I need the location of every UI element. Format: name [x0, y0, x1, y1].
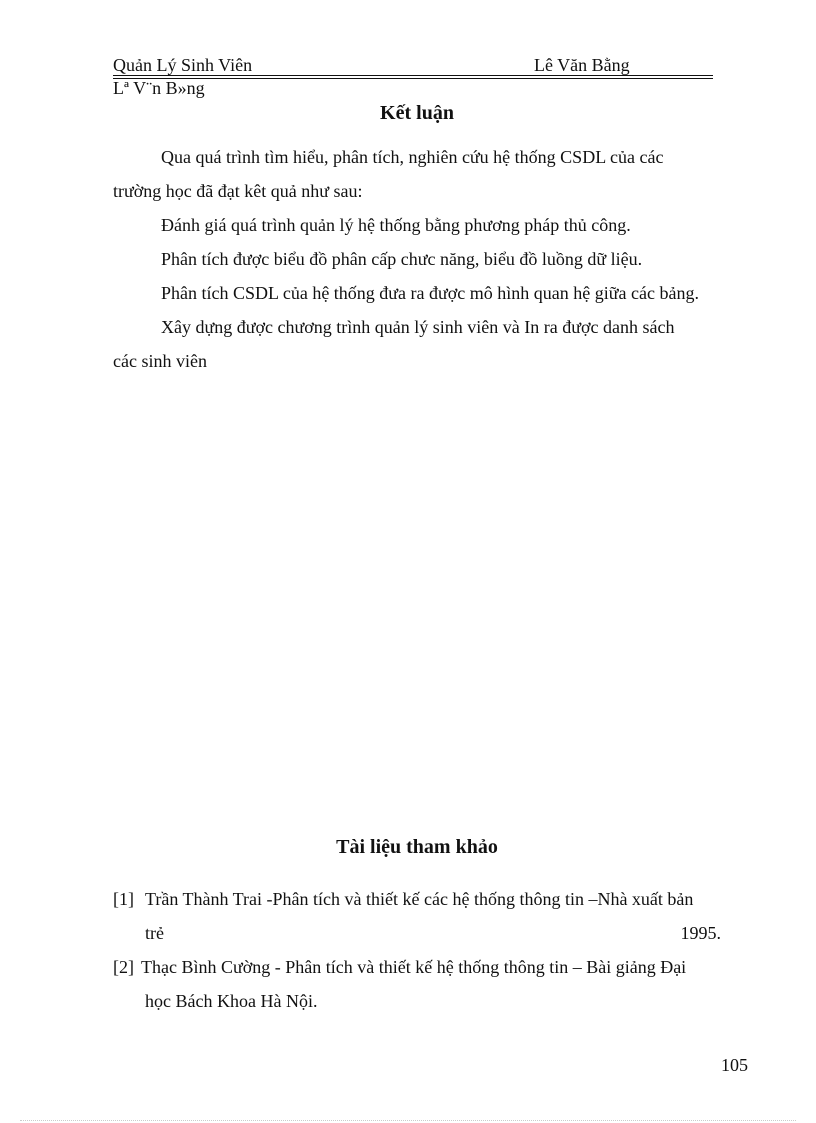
reference-2-number: [2]: [113, 957, 134, 977]
header-rule-top: [113, 75, 713, 76]
conclusion-item: Đánh giá quá trình quản lý hệ thống bằng phương pháp thủ công.: [161, 215, 631, 235]
reference-2-line-1: [113, 950, 721, 984]
conclusion-title: Kết luận: [380, 102, 454, 124]
intro-line-2: trường học đã đạt kêt quả như sau:: [113, 181, 363, 201]
intro-line-1: Qua quá trình tìm hiểu, phân tích, nghiên cứu hệ thống CSDL của các: [161, 147, 664, 167]
header-garbled-text: Lª V¨n B»ng: [113, 78, 205, 98]
references-title: Tài liệu tham khảo: [336, 836, 498, 858]
header-author: Lê Văn Bằng: [534, 55, 630, 75]
last-item-line-2: các sinh viên: [113, 351, 207, 371]
reference-1-line-2: [113, 916, 721, 950]
header-title: Quản Lý Sinh Viên: [113, 55, 253, 75]
reference-1-text: Trần Thành Trai -Phân tích và thiết kế các hệ thống thông tin –Nhà xuất bản: [145, 889, 694, 909]
conclusion-item: Phân tích được biểu đồ phân cấp chưc năng, biểu đồ luồng dữ liệu.: [161, 249, 643, 269]
reference-1-line-1: [113, 882, 721, 916]
conclusion-body: [113, 140, 721, 378]
reference-1-year: 1995.: [680, 923, 721, 943]
reference-1-number: [1]: [113, 889, 134, 909]
bottom-dotted-border: [20, 1120, 796, 1121]
reference-2-text: Thạc Bình Cường - Phân tích và thiết kế hệ thống thông tin – Bài giảng Đại: [141, 957, 687, 977]
reference-list: [113, 882, 721, 1018]
conclusion-item: Phân tích CSDL của hệ thống đưa ra được mô hình quan hệ giữa các bảng.: [161, 283, 699, 303]
reference-1-publisher-word: trẻ: [145, 923, 164, 943]
reference-2-continuation: học Bách Khoa Hà Nội.: [145, 991, 318, 1011]
reference-2-line-2: [113, 984, 721, 1018]
last-item-line-1: Xây dựng được chương trình quản lý sinh viên và In ra được danh sách: [161, 317, 675, 337]
page-number: 105: [721, 1055, 748, 1075]
